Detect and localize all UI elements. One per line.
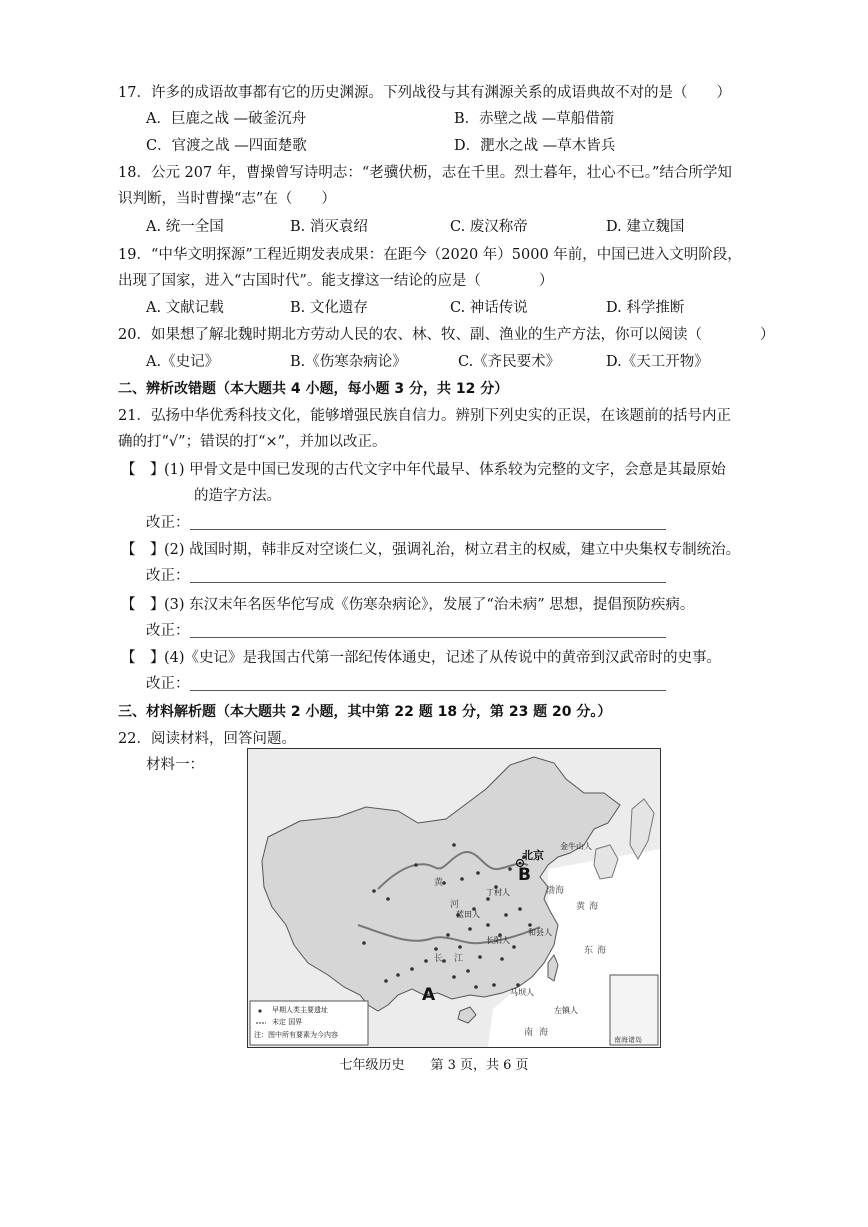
q21-stem-line1: 21．弘扬中华优秀科技文化，能够增强民族自信力。辨别下列史实的正误，在该题前的括号内正: [118, 408, 731, 424]
section2-heading: 二、辨析改错题（本大题共 4 小题，每小题 3 分，共 12 分）: [118, 381, 509, 397]
q19-option-c: C. 神话传说: [450, 300, 528, 316]
q18-stem-line2: 识判断，当时曹操“志”在（ ）: [118, 191, 336, 207]
map-label-bohai: 渤海: [546, 886, 565, 896]
q18-option-d: D. 建立魏国: [606, 219, 685, 235]
map-label-he: 河: [450, 900, 460, 910]
map-label-huang: 黄: [434, 878, 444, 888]
q19-option-b: B. 文化遗存: [290, 300, 368, 316]
q21-item1-answer-line[interactable]: [190, 529, 666, 530]
q17-option-a: A．巨鹿之战 —破釜沉舟: [146, 111, 307, 127]
map-inset-label: 南海诸岛: [614, 1036, 642, 1044]
map-label-chang: 长: [434, 954, 444, 964]
map-legend-border: 未定 国界: [272, 1018, 303, 1026]
q21-item2-fix-label: 改正：: [146, 568, 190, 584]
q20-option-d: D.《天工开物》: [606, 354, 709, 370]
q17-option-d: D．淝水之战 —草木皆兵: [454, 138, 616, 154]
map-label-changyang: 长阳人: [486, 936, 510, 945]
map-label-jiang: 江: [454, 954, 464, 964]
q18-stem-line1: 18．公元 207 年，曹操曾写诗明志：“老骥伏枥，志在千里。烈士暮年，壮心不已。”结合所学知: [118, 165, 732, 181]
q17-stem: 17．许多的成语故事都有它的历史渊源。下列战役与其有渊源关系的成语典故不对的是（ ）: [118, 85, 731, 101]
q20-stem: 20．如果想了解北魏时期北方劳动人民的农、林、牧、副、渔业的生产方法，你可以阅读（ ）: [118, 327, 775, 343]
q20-option-b: B.《伤寒杂病论》: [290, 354, 407, 370]
q21-item2-bracket[interactable]: 【 】: [121, 542, 165, 558]
map-label-lantian: 蓝田人: [456, 910, 480, 919]
map-label-beijing: 北京: [522, 849, 544, 862]
map-label-dingcun: 丁村人: [486, 888, 510, 897]
q17-option-c: C．官渡之战 —四面楚歌: [146, 138, 307, 154]
q19-stem-line2: 出现了国家，进入“古国时代”。能支撑这一结论的应是（ ）: [118, 273, 554, 289]
q21-item3-answer-line[interactable]: [190, 637, 666, 638]
q21-stem-line2: 确的打“√”；错误的打“×”，并加以改正。: [118, 434, 387, 450]
material1-label: 材料一：: [146, 757, 204, 773]
map-label-east-sea: 东海: [584, 946, 611, 956]
page-footer: 七年级历史 第 3 页，共 6 页: [339, 1058, 529, 1073]
map-label-maba: 马坝人: [510, 988, 534, 997]
q21-item4-fix-label: 改正：: [146, 676, 190, 692]
early-human-sites-map: [247, 748, 661, 1048]
q21-item2-answer-line[interactable]: [190, 582, 666, 583]
map-label-jinniushan: 金牛山人: [560, 842, 592, 851]
q21-item1-text: (1) 甲骨文是中国已发现的古代文字中年代最早、体系较为完整的文字，会意是其最原始: [164, 462, 726, 478]
q19-option-d: D. 科学推断: [606, 300, 685, 316]
map-point-b: B: [518, 865, 531, 885]
q18-option-c: C. 废汉称帝: [450, 219, 528, 235]
q20-option-a: A.《史记》: [146, 354, 220, 370]
legend-site-dot: [258, 1009, 261, 1012]
map-point-a: A: [422, 985, 436, 1005]
q19-stem-line1: 19．“中华文明探源”工程近期发表成果：在距今（2020 年）5000 年前，中国已进入文明阶段，: [118, 247, 742, 263]
q21-item1-text-line2: 的造字方法。: [194, 488, 281, 504]
map-label-yellow-sea: 黄海: [576, 902, 603, 912]
q20-option-c: C.《齐民要术》: [458, 354, 561, 370]
q21-item4-answer-line[interactable]: [190, 690, 666, 691]
q21-item3-fix-label: 改正：: [146, 623, 190, 639]
q21-item3-text: (3) 东汉末年名医华佗写成《伤寒杂病论》，发展了“治未病” 思想，提倡预防疾病。: [164, 597, 695, 613]
q18-option-b: B. 消灭袁绍: [290, 219, 368, 235]
map-legend-note: 注：图中所有要素为今内容: [254, 1031, 338, 1039]
q21-item3-bracket[interactable]: 【 】: [121, 597, 165, 613]
q21-item4-bracket[interactable]: 【 】: [121, 650, 165, 666]
q17-option-b: B．赤壁之战 —草船借箭: [454, 111, 615, 127]
q18-option-a: A. 统一全国: [146, 219, 224, 235]
q21-item1-fix-label: 改正：: [146, 515, 190, 531]
q21-item2-text: (2) 战国时期，韩非反对空谈仁义，强调礼治，树立君主的权威，建立中央集权专制统治。: [164, 542, 741, 558]
q19-option-a: A. 文献记载: [146, 300, 224, 316]
q21-item1-bracket[interactable]: 【 】: [121, 462, 165, 478]
section3-heading: 三、材料解析题（本大题共 2 小题，其中第 22 题 18 分，第 23 题 20 分。）: [118, 704, 612, 720]
map-label-south-sea: 南海: [524, 1028, 555, 1038]
map-legend-site: 早期人类主要遗址: [272, 1006, 328, 1014]
map-label-hexian: 和县人: [528, 928, 552, 937]
q22-stem: 22．阅读材料，回答问题。: [118, 731, 296, 747]
q21-item4-text: (4)《史记》是我国古代第一部纪传体通史，记述了从传说中的黄帝到汉武帝时的史事。: [164, 650, 722, 666]
map-label-zuozhen: 左镇人: [554, 1006, 578, 1015]
